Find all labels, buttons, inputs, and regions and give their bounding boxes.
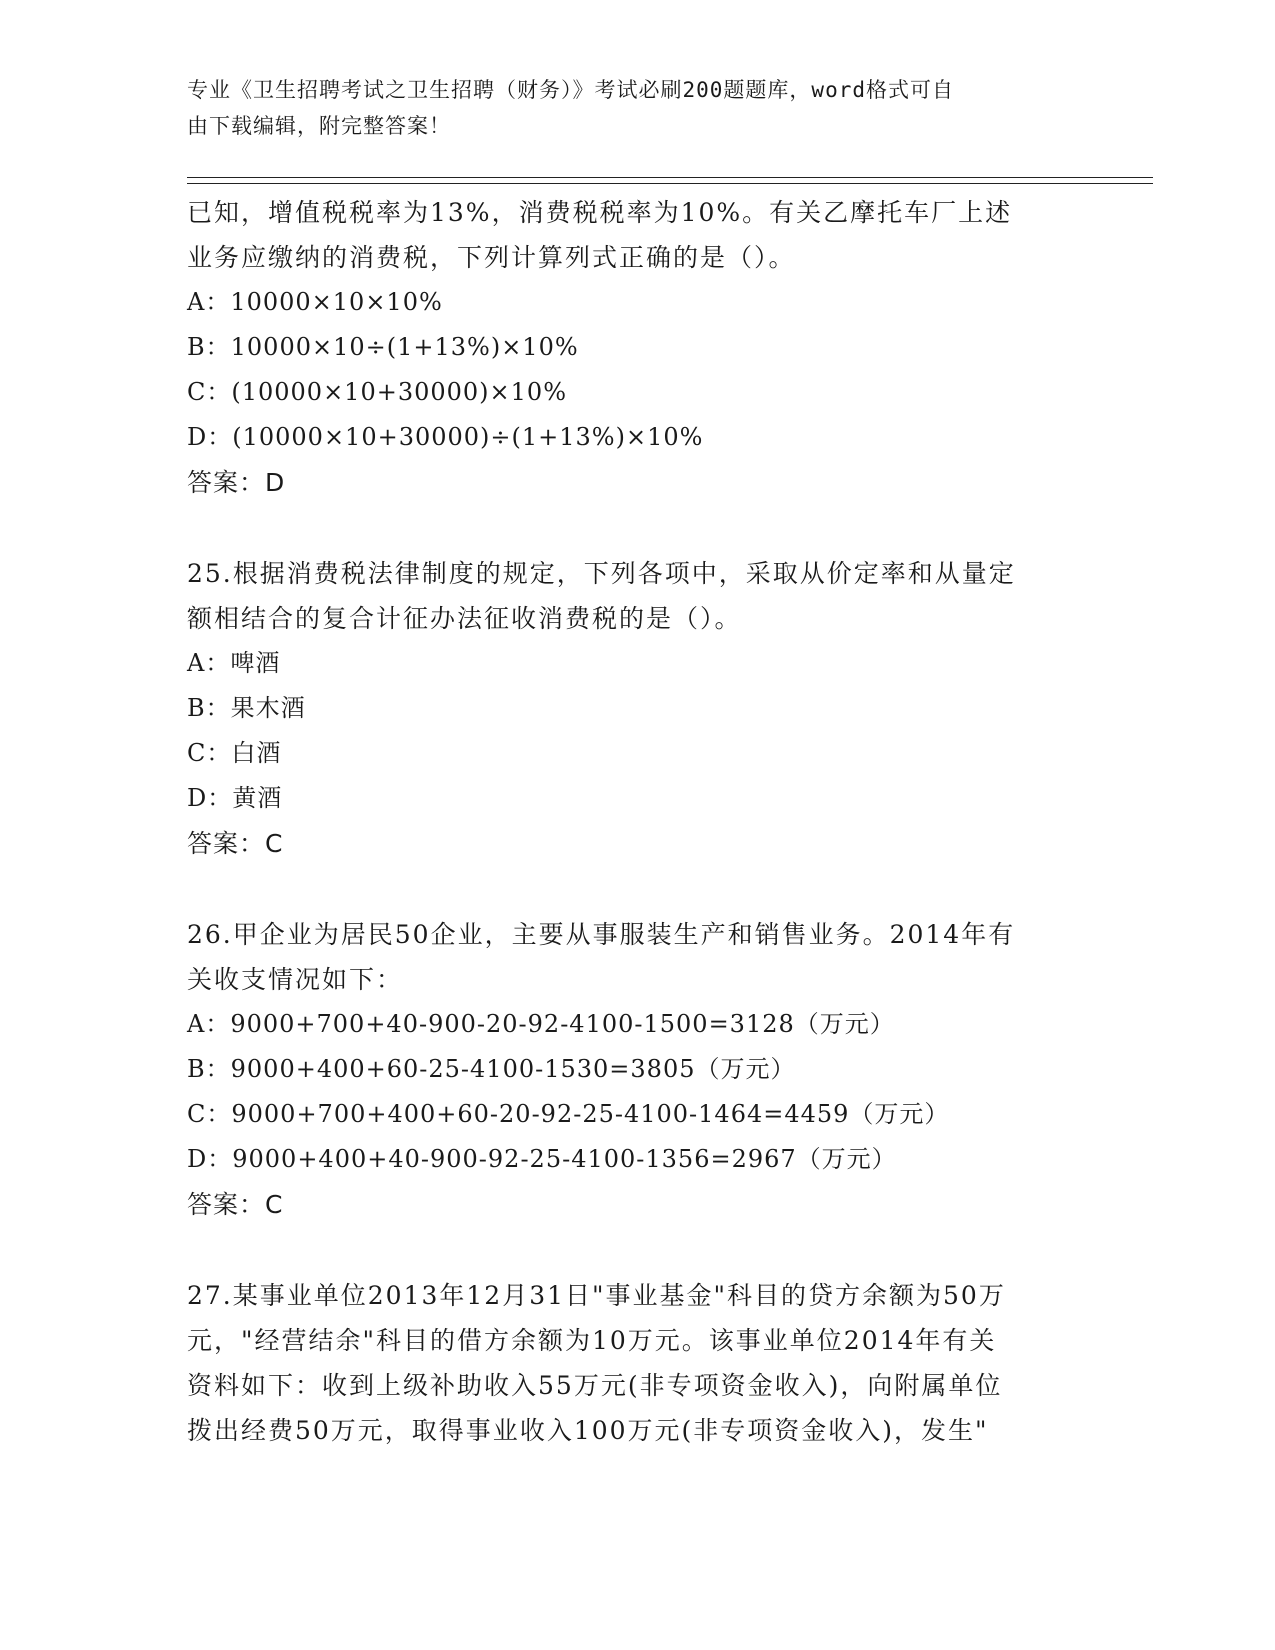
question-27 [187,1273,1087,1453]
question-stem: 元，"经营结余"科目的借方余额为10万元。该事业单位2014年有关 [187,1326,997,1355]
question-stem: 业务应缴纳的消费税，下列计算列式正确的是（）。 [187,243,796,272]
answer: 答案：D [187,468,286,497]
option-d: D：黄酒 [187,784,283,812]
option-c: C：白酒 [187,739,282,767]
option-a: A：10000×10×10% [187,288,443,316]
option-d: D：9000+400+40-900-92-25-4100-1356=2967（万元） [187,1145,897,1173]
question-24 [187,190,1087,505]
option-a: A：9000+700+40-900-20-92-4100-1500=3128（万元） [187,1010,895,1038]
document-body [187,190,1087,1453]
header-line: 由下载编辑，附完整答案！ [187,114,451,138]
question-stem: 26.甲企业为居民50企业，主要从事服装生产和销售业务。2014年有 [187,920,1016,949]
header-divider [187,183,1153,184]
option-a: A：啤酒 [187,649,281,677]
option-c: C：9000+700+400+60-20-92-25-4100-1464=4459（万元） [187,1100,950,1128]
question-stem: 已知，增值税税率为13%，消费税税率为10%。有关乙摩托车厂上述 [187,198,1013,227]
question-25 [187,551,1087,866]
option-b: B：10000×10÷(1+13%)×10% [187,333,579,361]
question-stem: 拨出经费50万元，取得事业收入100万元(非专项资金收入)，发生" [187,1416,989,1445]
option-d: D：(10000×10+30000)÷(1+13%)×10% [187,423,704,451]
header-divider [187,177,1153,178]
question-stem: 额相结合的复合计征办法征收消费税的是（）。 [187,604,742,633]
option-b: B：果木酒 [187,694,306,722]
answer: 答案：C [187,829,284,858]
question-stem: 关收支情况如下： [187,965,404,994]
question-26 [187,912,1087,1227]
question-stem: 25.根据消费税法律制度的规定，下列各项中，采取从价定率和从量定 [187,559,1016,588]
header-line: 专业《卫生招聘考试之卫生招聘（财务）》考试必刷200题题库，word格式可自 [187,78,954,102]
option-c: C：(10000×10+30000)×10% [187,378,567,406]
question-stem: 资料如下：收到上级补助收入55万元(非专项资金收入)，向附属单位 [187,1371,1003,1400]
document-header [187,72,1087,144]
answer: 答案：C [187,1190,284,1219]
question-stem: 27.某事业单位2013年12月31日"事业基金"科目的贷方余额为50万 [187,1281,1006,1310]
option-b: B：9000+400+60-25-4100-1530=3805（万元） [187,1055,796,1083]
